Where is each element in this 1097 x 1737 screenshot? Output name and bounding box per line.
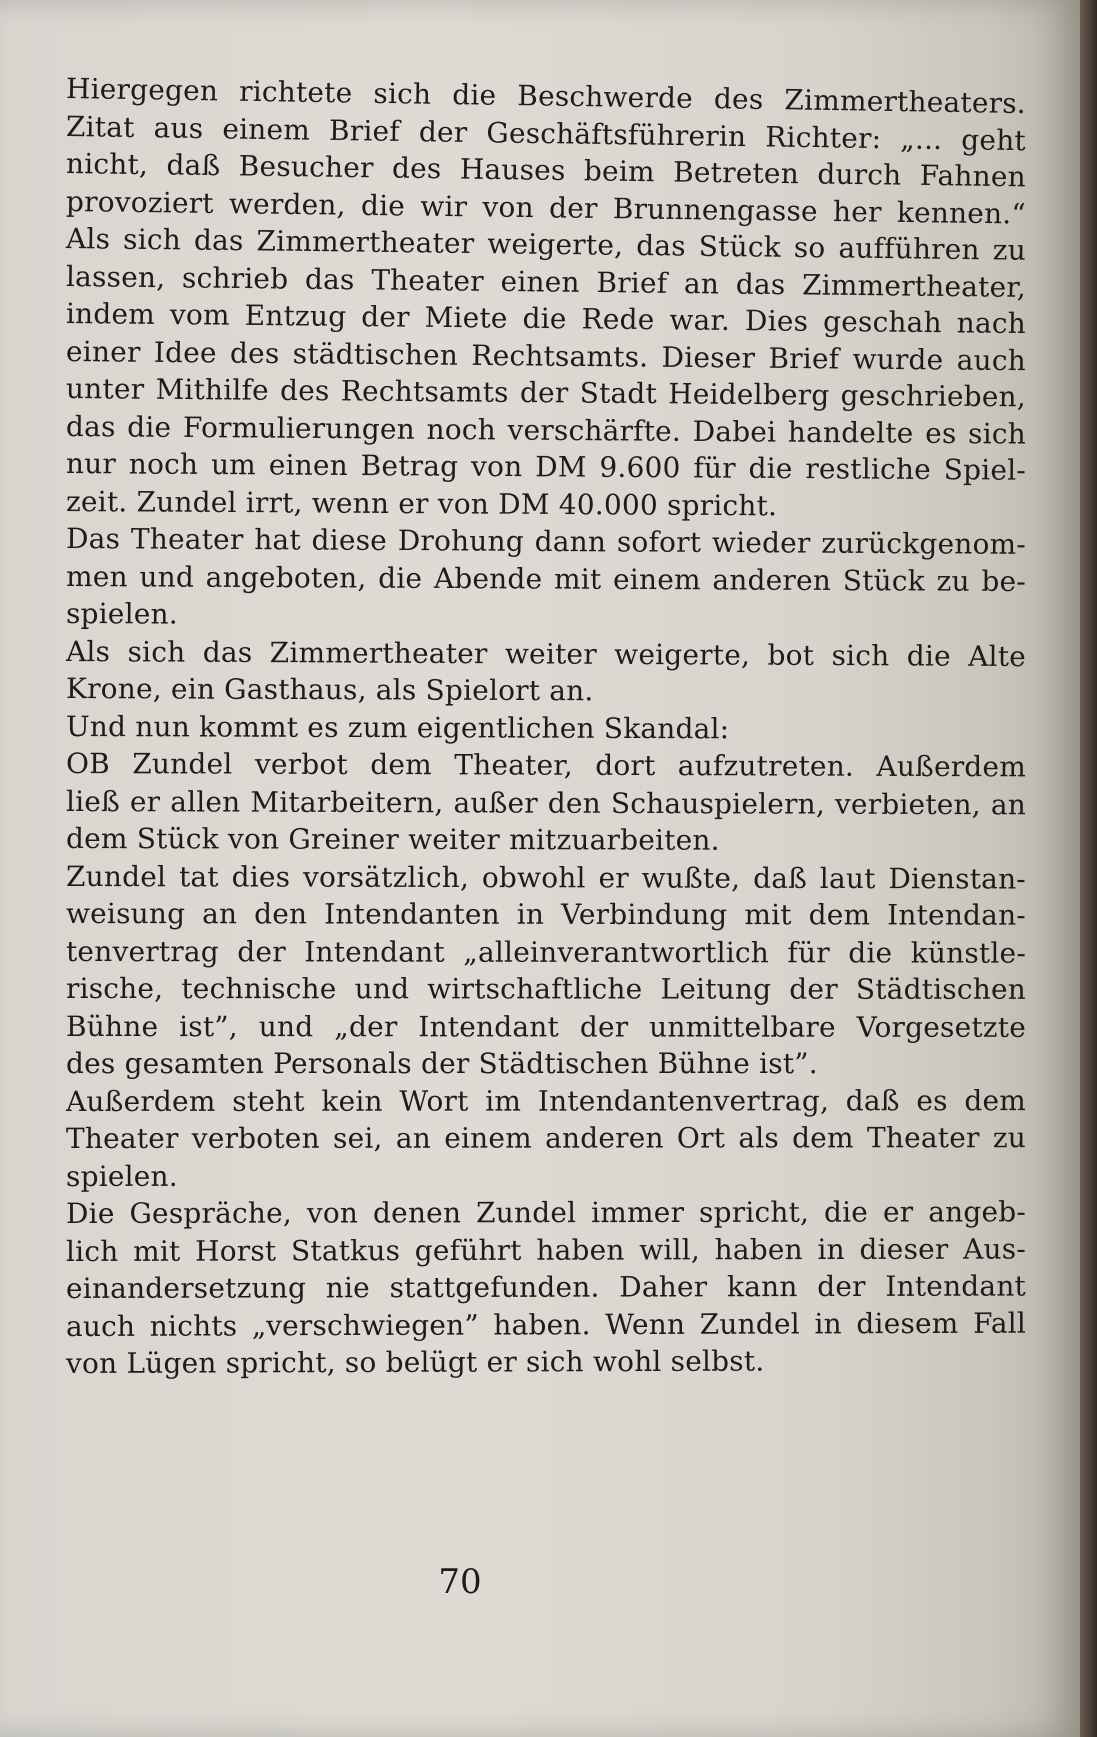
book-binding-edge	[1080, 0, 1097, 1737]
text-line: Und nun kommt es zum eigentlichen Skandal:	[65, 709, 730, 745]
text-line: provoziert werden, die wir von der Brunnengasse her kennen.“	[65, 184, 1027, 231]
text-line: das die Formulierungen noch verschärfte. Dabei handelte es sich	[65, 409, 1027, 451]
text-line: tenvertrag der Intendant „alleinverantwortlich für die künstle-	[65, 934, 1027, 970]
text-line: Hiergegen richtete sich die Beschwerde des Zimmertheaters.	[65, 72, 1027, 121]
text-line: indem vom Entzug der Miete die Rede war. Dies geschah nach	[65, 297, 1027, 341]
text-line: auch nichts „verschwiegen” haben. Wenn Zundel in diesem Fall	[65, 1306, 1027, 1343]
page-number: 70	[438, 1562, 482, 1602]
text-line: einandersetzung nie stattgefunden. Daher kann der Intendant	[65, 1269, 1027, 1305]
text-line: nur noch um einen Betrag von DM 9.600 für die restliche Spiel-	[65, 447, 1027, 487]
text-line: Außerdem steht kein Wort im Intendantenvertrag, daß es dem	[65, 1083, 1027, 1118]
text-line: rische, technische und wirtschaftliche Leitung der Städtischen	[65, 972, 1027, 1006]
text-line: Als sich das Zimmertheater weiter weigerte, bot sich die Alte	[65, 634, 1027, 673]
text-line: Die Gespräche, von denen Zundel immer spricht, die er angeb-	[65, 1195, 1027, 1230]
text-line: zeit. Zundel irrt, wenn er von DM 40.000 spricht.	[65, 484, 778, 522]
text-line: men und angeboten, die Abende mit einem anderen Stück zu be-	[65, 559, 1027, 598]
text-line: weisung an den Intendanten in Verbindung mit dem Intendan-	[65, 897, 1027, 932]
text-line: Theater verboten sei, an einem anderen Ort als dem Theater zu	[65, 1121, 1027, 1155]
text-line: lich mit Horst Statkus geführt haben will, haben in dieser Aus-	[65, 1231, 1027, 1268]
text-line: spielen.	[65, 597, 178, 631]
text-line: spielen.	[65, 1159, 178, 1193]
text-line: dem Stück von Greiner weiter mitzuarbeiten.	[65, 822, 720, 857]
text-line: Bühne ist”, und „der Intendant der unmittelbare Vorgesetzte	[65, 1009, 1027, 1044]
text-line: Zundel tat dies vorsätzlich, obwohl er wußte, daß laut Dienstan-	[65, 859, 1027, 896]
text-line: ließ er allen Mitarbeitern, außer den Schauspielern, verbieten, an	[65, 784, 1027, 821]
text-line: Das Theater hat diese Drohung dann sofort wieder zurückgenom-	[65, 522, 1027, 561]
text-line: Krone, ein Gasthaus, als Spielort an.	[65, 672, 594, 708]
text-line: OB Zundel verbot dem Theater, dort aufzutreten. Außerdem	[65, 747, 1027, 784]
text-line: lassen, schrieb das Theater einen Brief an das Zimmertheater,	[65, 259, 1027, 304]
text-line: nicht, daß Besucher des Hauses beim Betreten durch Fahnen	[65, 147, 1027, 194]
text-line: Als sich das Zimmertheater weigerte, das Stück so aufführen zu	[65, 222, 1027, 267]
body-text	[66, 70, 1026, 1383]
text-line: einer Idee des städtischen Rechtsamts. Dieser Brief wurde auch	[65, 334, 1027, 377]
text-line: des gesamten Personals der Städtischen Bühne ist”.	[66, 1047, 818, 1080]
text-line: Zitat aus einem Brief der Geschäftsführerin Richter: „... geht	[65, 109, 1027, 157]
text-line: unter Mithilfe des Rechtsamts der Stadt Heidelberg geschrieben,	[65, 372, 1027, 414]
text-line: von Lügen spricht, so belügt er sich wohl selbst.	[65, 1344, 765, 1380]
